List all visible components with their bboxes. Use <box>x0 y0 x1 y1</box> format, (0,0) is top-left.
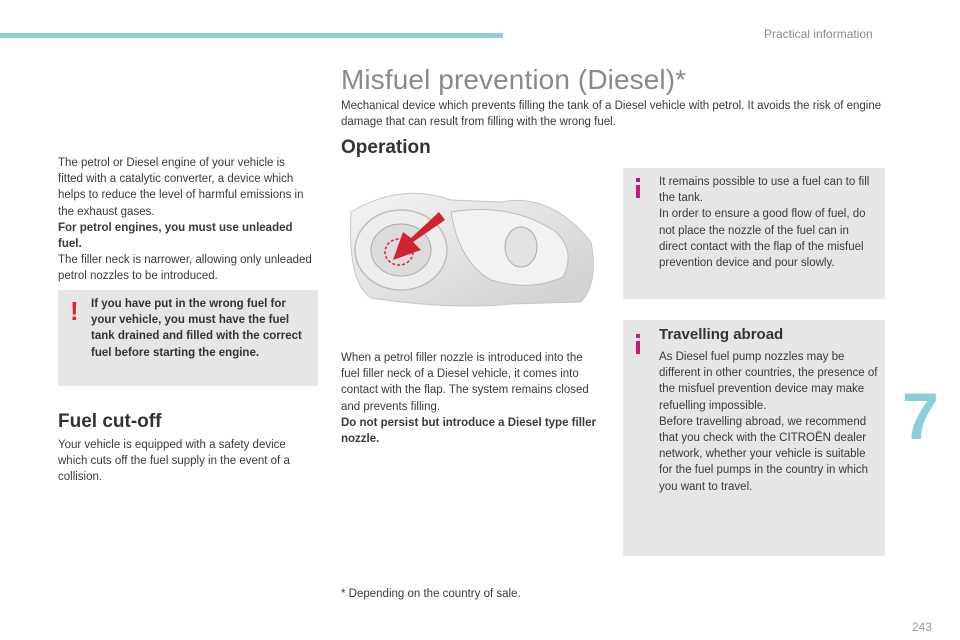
operation-text-block <box>341 350 603 447</box>
warning-box <box>58 290 318 386</box>
info-fuel-can-line1: It remains possible to use a fuel can to fill the tank. <box>659 176 870 205</box>
section-title: Practical information <box>764 27 873 41</box>
operation-text: When a petrol filler nozzle is introduced into the fuel filler neck of a Diesel vehicle, it comes into contact with the flap. The system remains closed and prevents filling. <box>341 352 589 413</box>
warning-icon: ! <box>70 296 79 326</box>
page-number: 243 <box>912 620 933 634</box>
info-icon <box>636 185 640 198</box>
info-travelling-line2: Before travelling abroad, we recommend that you check with the CITROËN dealer network, whether your vehicle is suitable for the fuel pumps in the country in which you want to travel. <box>659 415 869 493</box>
catalytic-paragraph: The petrol or Diesel engine of your vehicle is fitted with a catalytic converter, a device which helps to reduce the level of harmful emissions in the exhaust gases. <box>58 157 304 218</box>
info-icon-dot <box>636 178 640 182</box>
fuel-cutoff-heading: Fuel cut-off <box>58 411 162 432</box>
footnote: * Depending on the country of sale. <box>341 588 521 600</box>
chapter-number: 7 <box>902 379 939 453</box>
filler-flap-illustration <box>341 172 601 312</box>
top-accent-bar <box>0 33 503 38</box>
travelling-heading: Travelling abroad <box>659 326 784 343</box>
info-icon-dot <box>636 334 640 338</box>
operation-bold-text: Do not persist but introduce a Diesel type filler nozzle. <box>341 416 596 446</box>
operation-heading: Operation <box>341 137 431 158</box>
fuel-cutoff-text: Your vehicle is equipped with a safety device which cuts off the fuel supply in the event of a collision. <box>58 439 290 484</box>
info-travelling-line1: As Diesel fuel pump nozzles may be different in other countries, the presence of the misfuel prevention device may make refuelling impossible. <box>659 351 878 412</box>
info-fuel-can-line2: In order to ensure a good flow of fuel, do not place the nozzle of the fuel can in direct contact with the flap of the misfuel prevention device and pour slowly. <box>659 208 866 270</box>
info-fuel-can-text <box>659 174 875 271</box>
page-title: Misfuel prevention (Diesel)* <box>341 64 687 95</box>
info-travelling-text <box>659 349 881 495</box>
warning-text: If you have put in the wrong fuel for your vehicle, you must have the fuel tank drained and filled with the correct fuel before starting the engine. <box>91 298 302 359</box>
intro-column <box>58 155 313 285</box>
info-icon <box>636 341 640 354</box>
filler-neck-paragraph: The filler neck is narrower, allowing only unleaded petrol nozzles to be introduced. <box>58 254 312 283</box>
info-box-fuel-can <box>623 168 885 299</box>
unleaded-notice: For petrol engines, you must use unleaded fuel. <box>58 221 293 251</box>
info-box-travelling <box>623 320 885 556</box>
intro-text: Mechanical device which prevents filling the tank of a Diesel vehicle with petrol. It avoids the risk of engine damage that can result from filling with the wrong fuel. <box>341 100 882 129</box>
